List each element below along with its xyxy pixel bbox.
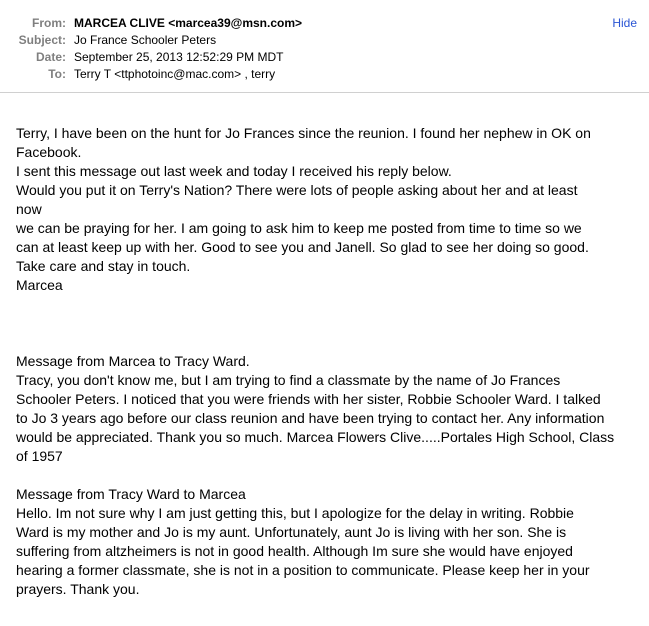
body-line: Ward is my mother and Jo is my aunt. Unfortunately, aunt Jo is living with her son. She is <box>16 524 567 540</box>
date-label: Date: <box>35 50 66 64</box>
body-line: Tracy, you don't know me, but I am trying to find a classmate by the name of Jo Frances <box>16 372 561 388</box>
body-line: of 1957 <box>16 448 63 464</box>
body-line: can at least keep up with her. Good to see you and Janell. So glad to see her doing so good. <box>16 239 589 255</box>
body-line: Hello. Im not sure why I am just getting this, but I apologize for the delay in writing. Robbie <box>16 505 574 521</box>
body-line: we can be praying for her. I am going to ask him to keep me posted from time to time so we <box>16 220 582 236</box>
message-paragraph-1 <box>16 124 642 295</box>
body-line: now <box>16 201 42 217</box>
from-value[interactable]: MARCEA CLIVE <marcea39@msn.com> <box>74 16 303 30</box>
from-label: From: <box>32 16 66 30</box>
body-line: Schooler Peters. I noticed that you were friends with her sister, Robbie Schooler Ward. I talked <box>16 391 601 407</box>
signature: Marcea <box>16 277 63 293</box>
body-line: hearing a former classmate, she is not in a position to communicate. Please keep her in your <box>16 562 590 578</box>
message-paragraph-2 <box>16 352 642 466</box>
body-line: prayers. Thank you. <box>16 581 140 597</box>
to-label: To: <box>48 67 66 81</box>
hide-link[interactable]: Hide <box>612 16 637 30</box>
body-line: Message from Tracy Ward to Marcea <box>16 486 246 502</box>
body-line: Take care and stay in touch. <box>16 258 191 274</box>
message-paragraph-3 <box>16 485 642 599</box>
to-row <box>0 66 560 83</box>
subject-row <box>0 32 560 49</box>
date-row <box>0 49 560 66</box>
header-divider <box>0 92 649 93</box>
body-line: Facebook. <box>16 144 82 160</box>
body-line: would be appreciated. Thank you so much. Marcea Flowers Clive.....Portales High School, Class <box>16 429 615 445</box>
email-header <box>0 0 649 92</box>
body-line: to Jo 3 years ago before our class reunion and have been trying to contact her. Any information <box>16 410 605 426</box>
body-line: suffering from altzheimers is not in good health. Although Im sure she would have enjoyed <box>16 543 573 559</box>
from-row <box>0 15 560 32</box>
date-value: September 25, 2013 12:52:29 PM MDT <box>74 50 284 64</box>
subject-label: Subject: <box>18 33 66 47</box>
spacer <box>16 466 642 485</box>
message-body <box>16 124 642 599</box>
body-line: I sent this message out last week and today I received his reply below. <box>16 163 452 179</box>
body-line: Would you put it on Terry's Nation? There were lots of people asking about her and at least <box>16 182 578 198</box>
spacer <box>16 295 642 352</box>
body-line: Terry, I have been on the hunt for Jo Frances since the reunion. I found her nephew in OK on <box>16 125 591 141</box>
to-value[interactable]: Terry T <ttphotoinc@mac.com> , terry <box>74 67 276 81</box>
subject-value: Jo France Schooler Peters <box>74 33 217 47</box>
body-line: Message from Marcea to Tracy Ward. <box>16 353 250 369</box>
